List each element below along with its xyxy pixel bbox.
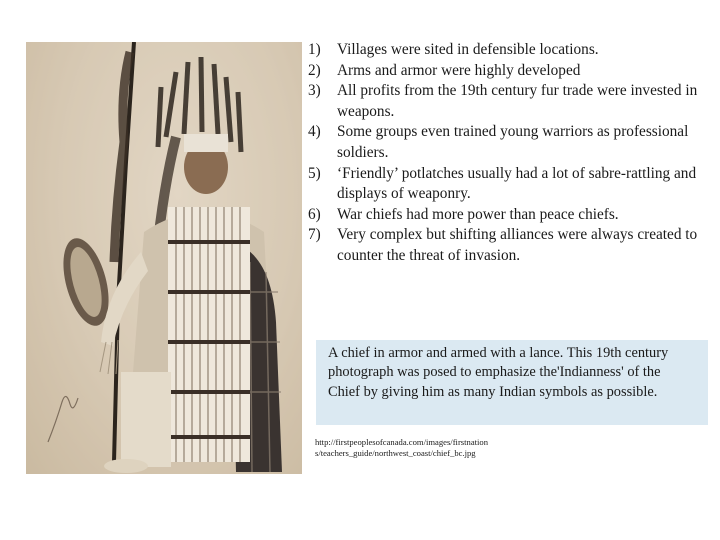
chief-photograph-illustration <box>26 42 302 474</box>
chief-photograph <box>26 42 302 474</box>
list-number: 2) <box>308 61 321 79</box>
list-number: 7) <box>308 226 321 244</box>
list-item <box>308 164 708 205</box>
list-item <box>308 61 708 82</box>
photo-caption: A chief in armor and armed with a lance. This 19th century photograph was posed to emphasize the'Indianness' of the Chief by giving him as many Indian symbols as possible. <box>316 340 708 425</box>
list-text: ‘Friendly’ potlatches usually had a lot of sabre-rattling and displays of weaponry. <box>337 164 697 203</box>
source-url: http://firstpeoplesofcanada.com/images/firstnations/teachers_guide/northwest_coast/chief_bc.jpg <box>315 437 489 459</box>
list-item <box>308 122 708 163</box>
list-item <box>308 40 708 61</box>
list-number: 5) <box>308 164 321 182</box>
list-item <box>308 81 708 122</box>
list-text: War chiefs had more power than peace chiefs. <box>337 205 619 223</box>
list-number: 3) <box>308 82 321 100</box>
list-text: Some groups even trained young warriors as professional soldiers. <box>337 123 689 161</box>
list-number: 6) <box>308 205 321 223</box>
list-text: Arms and armor were highly developed <box>337 61 581 79</box>
points-list <box>308 40 708 267</box>
list-item <box>308 205 708 226</box>
list-text: All profits from the 19th century fur trade were invested in weapons. <box>337 82 698 120</box>
list-number: 4) <box>308 123 321 141</box>
list-text: Very complex but shifting alliances were always created to counter the threat of invasion. <box>337 226 698 264</box>
list-item <box>308 225 708 266</box>
list-text: Villages were sited in defensible locations. <box>337 41 599 58</box>
list-number: 1) <box>308 41 321 58</box>
